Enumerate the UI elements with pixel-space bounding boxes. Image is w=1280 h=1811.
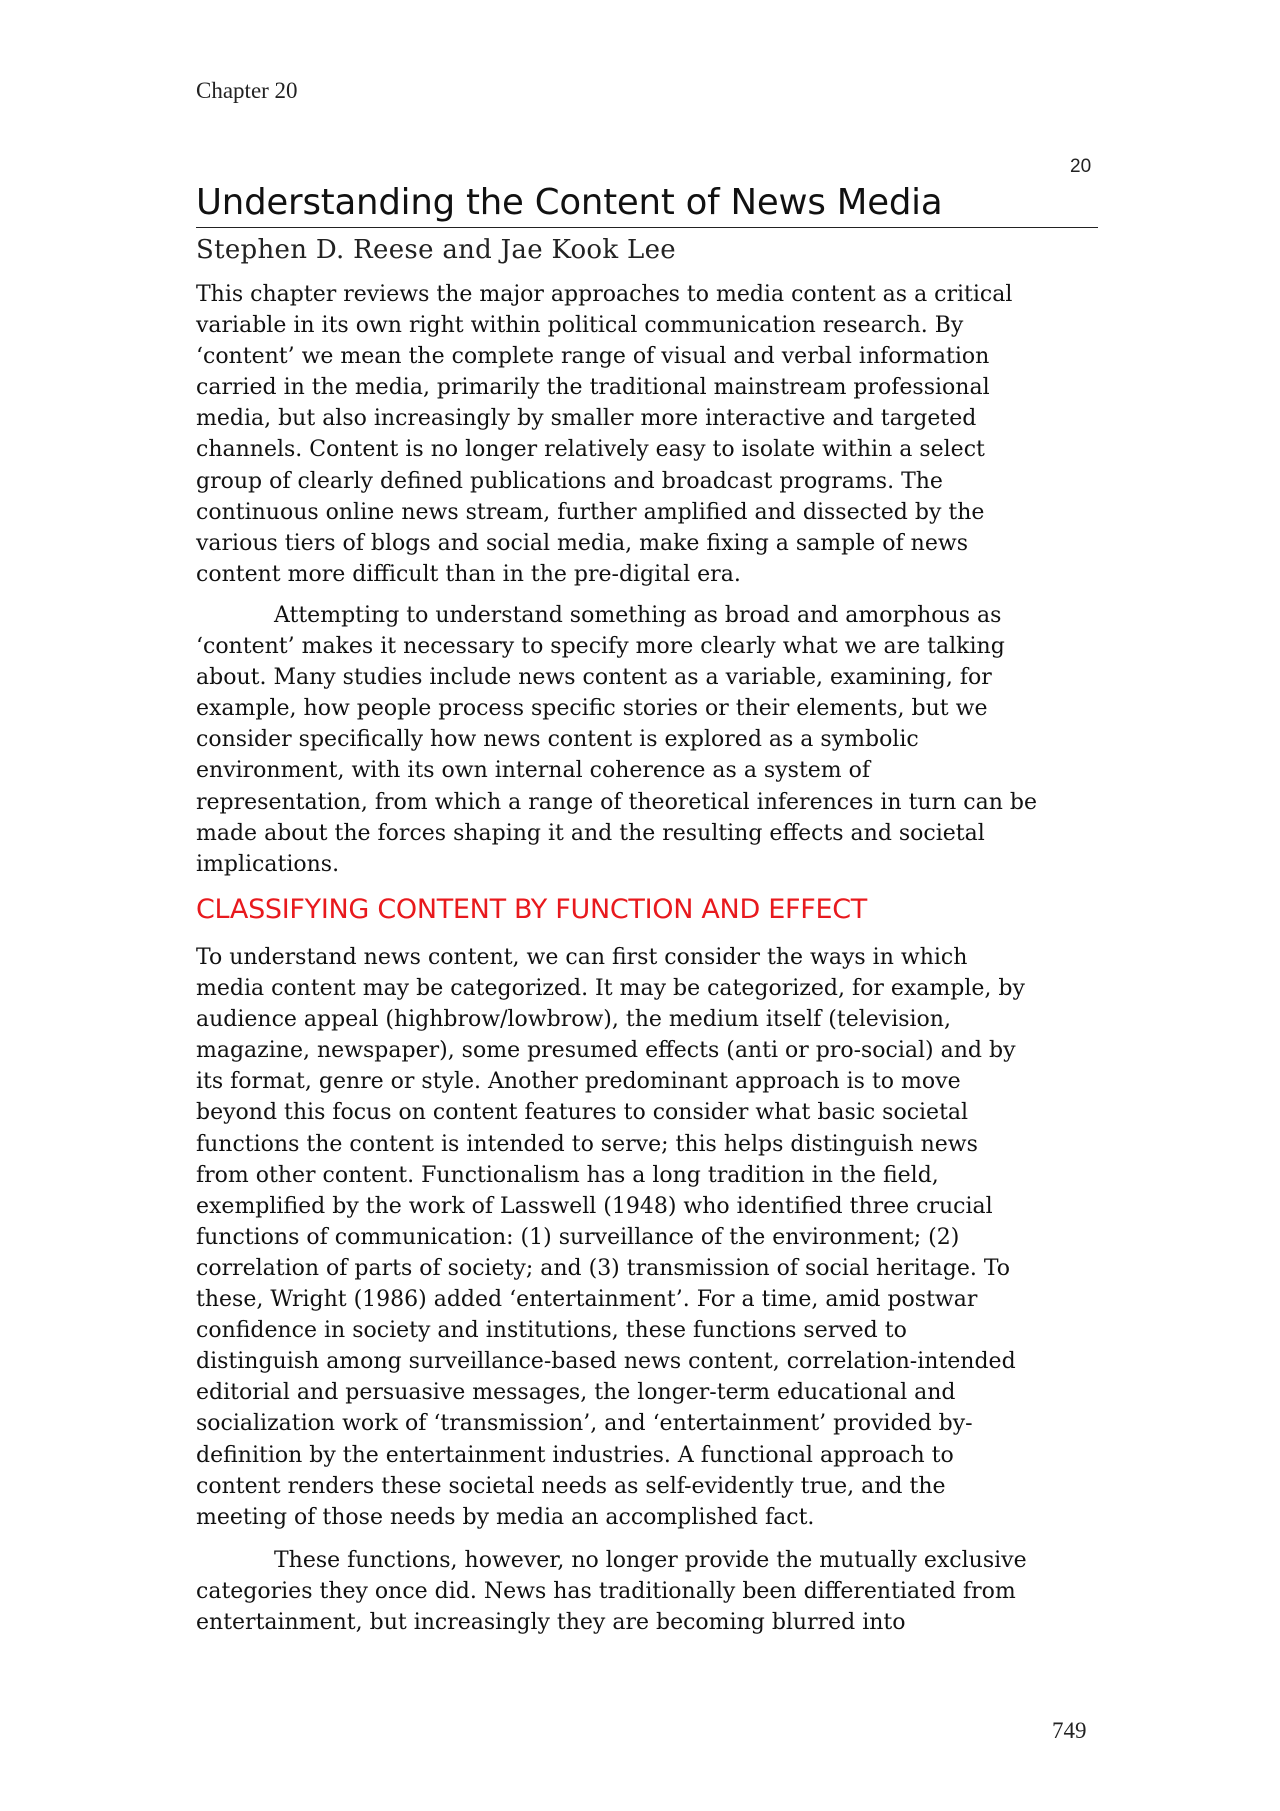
text-line: media content may be categorized. It may be categorized, for example, by — [196, 976, 1025, 1002]
text-line: implications. — [196, 851, 340, 877]
text-line: variable in its own right within political communication research. By — [196, 313, 964, 339]
text-line: functions of communication: (1) surveillance of the environment; (2) — [196, 1224, 960, 1250]
paragraph-functions — [196, 942, 1096, 1533]
text-line: beyond this focus on content features to consider what basic societal — [196, 1100, 969, 1126]
chapter-title: Understanding the Content of News Media — [196, 182, 943, 223]
text-line: made about the forces shaping it and the resulting effects and societal — [196, 820, 985, 846]
text-line: ‘content’ makes it necessary to specify more clearly what we are talking — [196, 634, 1005, 660]
text-line: These functions, however, no longer provide the mutually exclusive — [274, 1548, 1027, 1573]
chapter-number: 20 — [1070, 156, 1092, 177]
text-line: ‘content’ we mean the complete range of visual and verbal information — [196, 344, 990, 370]
paragraph-intro — [196, 600, 1096, 880]
text-line: magazine, newspaper), some presumed effects (anti or pro-social) and by — [196, 1038, 1016, 1064]
text-line: its format, genre or style. Another predominant approach is to move — [196, 1069, 961, 1095]
text-line: group of clearly defined publications and broadcast programs. The — [196, 468, 943, 494]
text-line: This chapter reviews the major approaches to media content as a critical — [196, 282, 1013, 307]
text-line: functions the content is intended to serve; this helps distinguish news — [196, 1131, 978, 1157]
text-line: socialization work of ‘transmission’, and ‘entertainment’ provided by- — [196, 1411, 973, 1437]
text-line: exemplified by the work of Lasswell (1948) who identified three crucial — [196, 1193, 993, 1219]
text-line: about. Many studies include news content as a variable, examining, for — [196, 665, 992, 691]
text-line: carried in the media, primarily the traditional mainstream professional — [196, 375, 990, 401]
title-rule — [196, 227, 1098, 228]
text-line: from other content. Functionalism has a long tradition in the field, — [196, 1162, 939, 1188]
page-number: 749 — [1052, 1718, 1087, 1743]
running-head: Chapter 20 — [196, 78, 298, 103]
text-line: consider specifically how news content is explored as a symbolic — [196, 727, 919, 753]
text-line: environment, with its own internal coherence as a system of — [196, 758, 871, 784]
text-line: continuous online news stream, further amplified and dissected by the — [196, 499, 985, 525]
text-line: meeting of those needs by media an accomplished fact. — [196, 1504, 815, 1530]
paragraph-abstract — [196, 279, 1096, 590]
text-line: categories they once did. News has traditionally been differentiated from — [196, 1579, 1016, 1605]
section-heading: CLASSIFYING CONTENT BY FUNCTION AND EFFECT — [196, 894, 867, 925]
text-line: confidence in society and institutions, these functions served to — [196, 1318, 907, 1344]
text-line: entertainment, but increasingly they are becoming blurred into — [196, 1610, 906, 1636]
text-line: channels. Content is no longer relatively easy to isolate within a select — [196, 437, 985, 463]
text-line: media, but also increasingly by smaller more interactive and targeted — [196, 406, 977, 432]
text-line: distinguish among surveillance-based news content, correlation-intended — [196, 1349, 1016, 1375]
text-line: content more difficult than in the pre-digital era. — [196, 561, 741, 587]
paragraph-blurring — [196, 1545, 1096, 1638]
text-line: editorial and persuasive messages, the longer-term educational and — [196, 1380, 956, 1406]
text-line: various tiers of blogs and social media, make fixing a sample of news — [196, 530, 968, 556]
text-line: representation, from which a range of theoretical inferences in turn can be — [196, 789, 1037, 815]
text-line: To understand news content, we can first consider the ways in which — [196, 945, 968, 970]
text-line: example, how people process specific stories or their elements, but we — [196, 696, 988, 722]
text-line: correlation of parts of society; and (3) transmission of social heritage. To — [196, 1255, 1011, 1281]
text-line: audience appeal (highbrow/lowbrow), the medium itself (television, — [196, 1007, 951, 1033]
text-line: definition by the entertainment industries. A functional approach to — [196, 1442, 954, 1468]
text-line: content renders these societal needs as self-evidently true, and the — [196, 1473, 946, 1499]
chapter-authors: Stephen D. Reese and Jae Kook Lee — [196, 235, 676, 265]
text-line: these, Wright (1986) added ‘entertainment’. For a time, amid postwar — [196, 1287, 978, 1313]
text-line: Attempting to understand something as broad and amorphous as — [274, 603, 1002, 628]
